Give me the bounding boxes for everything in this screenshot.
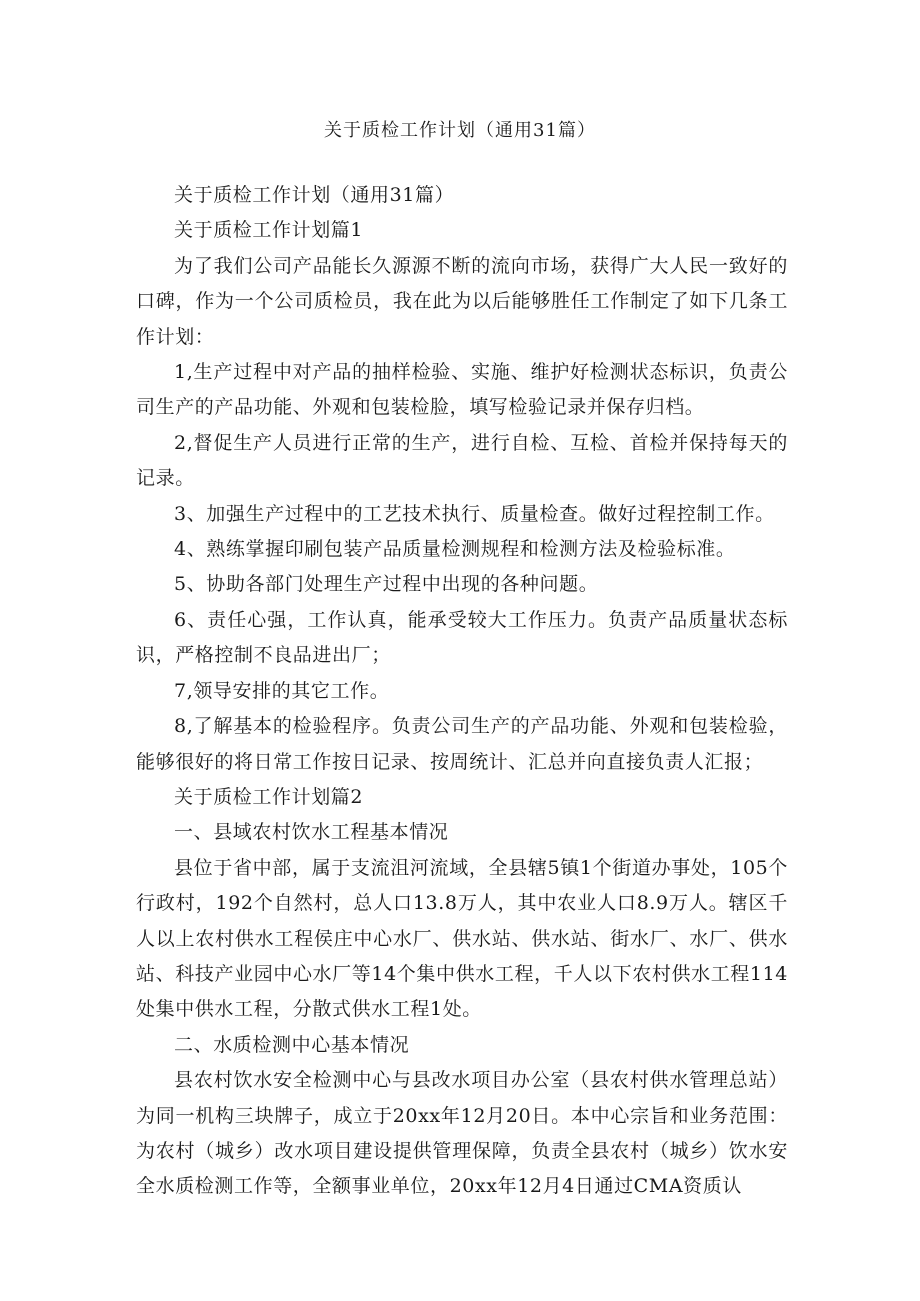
- section-heading-2: 关于质检工作计划篇2: [174, 785, 364, 808]
- section-heading-1: 关于质检工作计划篇1: [174, 219, 364, 242]
- list-item-6: 6、责任心强，工作认真，能承受较大工作压力。负责产品质量状态标识，严格控制不良品进出厂；: [136, 608, 788, 667]
- paragraph-testing-center: 县农村饮水安全检测中心与县改水项目办公室（县农村供水管理总站）为同一机构三块牌子，成立于20xx年12月20日。本中心宗旨和业务范围：为农村（城乡）改水项目建设提供管理保障，负责全县农村（城乡）饮水安全水质检测工作等，全额事业单位，20xx年12月4日通过CMA资质认: [136, 1069, 788, 1198]
- paragraph-subtitle: 关于质检工作计划（通用31篇）: [174, 184, 455, 206]
- list-item-4: 4、熟练掌握印刷包装产品质量检测规程和检测方法及检验标准。: [174, 538, 736, 561]
- list-item-7: 7,领导安排的其它工作。: [174, 679, 390, 702]
- list-item-8: 8,了解基本的检验程序。负责公司生产的产品功能、外观和包装检验，能够很好的将日常工作按日记录、按周统计、汇总并向直接负责人汇报；: [136, 715, 788, 773]
- list-item-2: 2,督促生产人员进行正常的生产，进行自检、互检、首检并保持每天的记录。: [136, 431, 788, 490]
- subheading-county-water: 一、县域农村饮水工程基本情况: [174, 821, 449, 844]
- paragraph-county-water: 县位于省中部，属于支流沮河流域，全县辖5镇1个街道办事处，105个行政村，192个自然村，总人口13.8万人，其中农业人口8.9万人。辖区千人以上农村供水工程侯庄中心水厂、供水站、供水站、街水厂、水厂、供水站、科技产业园中心水厂等14个集中供水工程，千人以下农村供水工程114处集中供水工程，分散式供水工程1处。: [136, 856, 788, 1021]
- list-item-3: 3、加强生产过程中的工艺技术执行、质量检查。做好过程控制工作。: [174, 502, 775, 525]
- subheading-testing-center: 二、水质检测中心基本情况: [174, 1033, 410, 1056]
- document-body: [136, 178, 788, 1205]
- document-title: 关于质检工作计划（通用31篇）: [324, 120, 596, 141]
- list-item-1: 1,生产过程中对产品的抽样检验、实施、维护好检测状态标识，负责公司生产的产品功能、外观和包装检脸，填写检验记录并保存归档。: [136, 361, 788, 419]
- paragraph-intro: 为了我们公司产品能长久源源不断的流向市场，获得广大人民一致好的口碑，作为一个公司质检员，我在此为以后能够胜任工作制定了如下几条工作计划：: [136, 254, 788, 348]
- list-item-5: 5、协助各部门处理生产过程中出现的各种问题。: [174, 573, 599, 596]
